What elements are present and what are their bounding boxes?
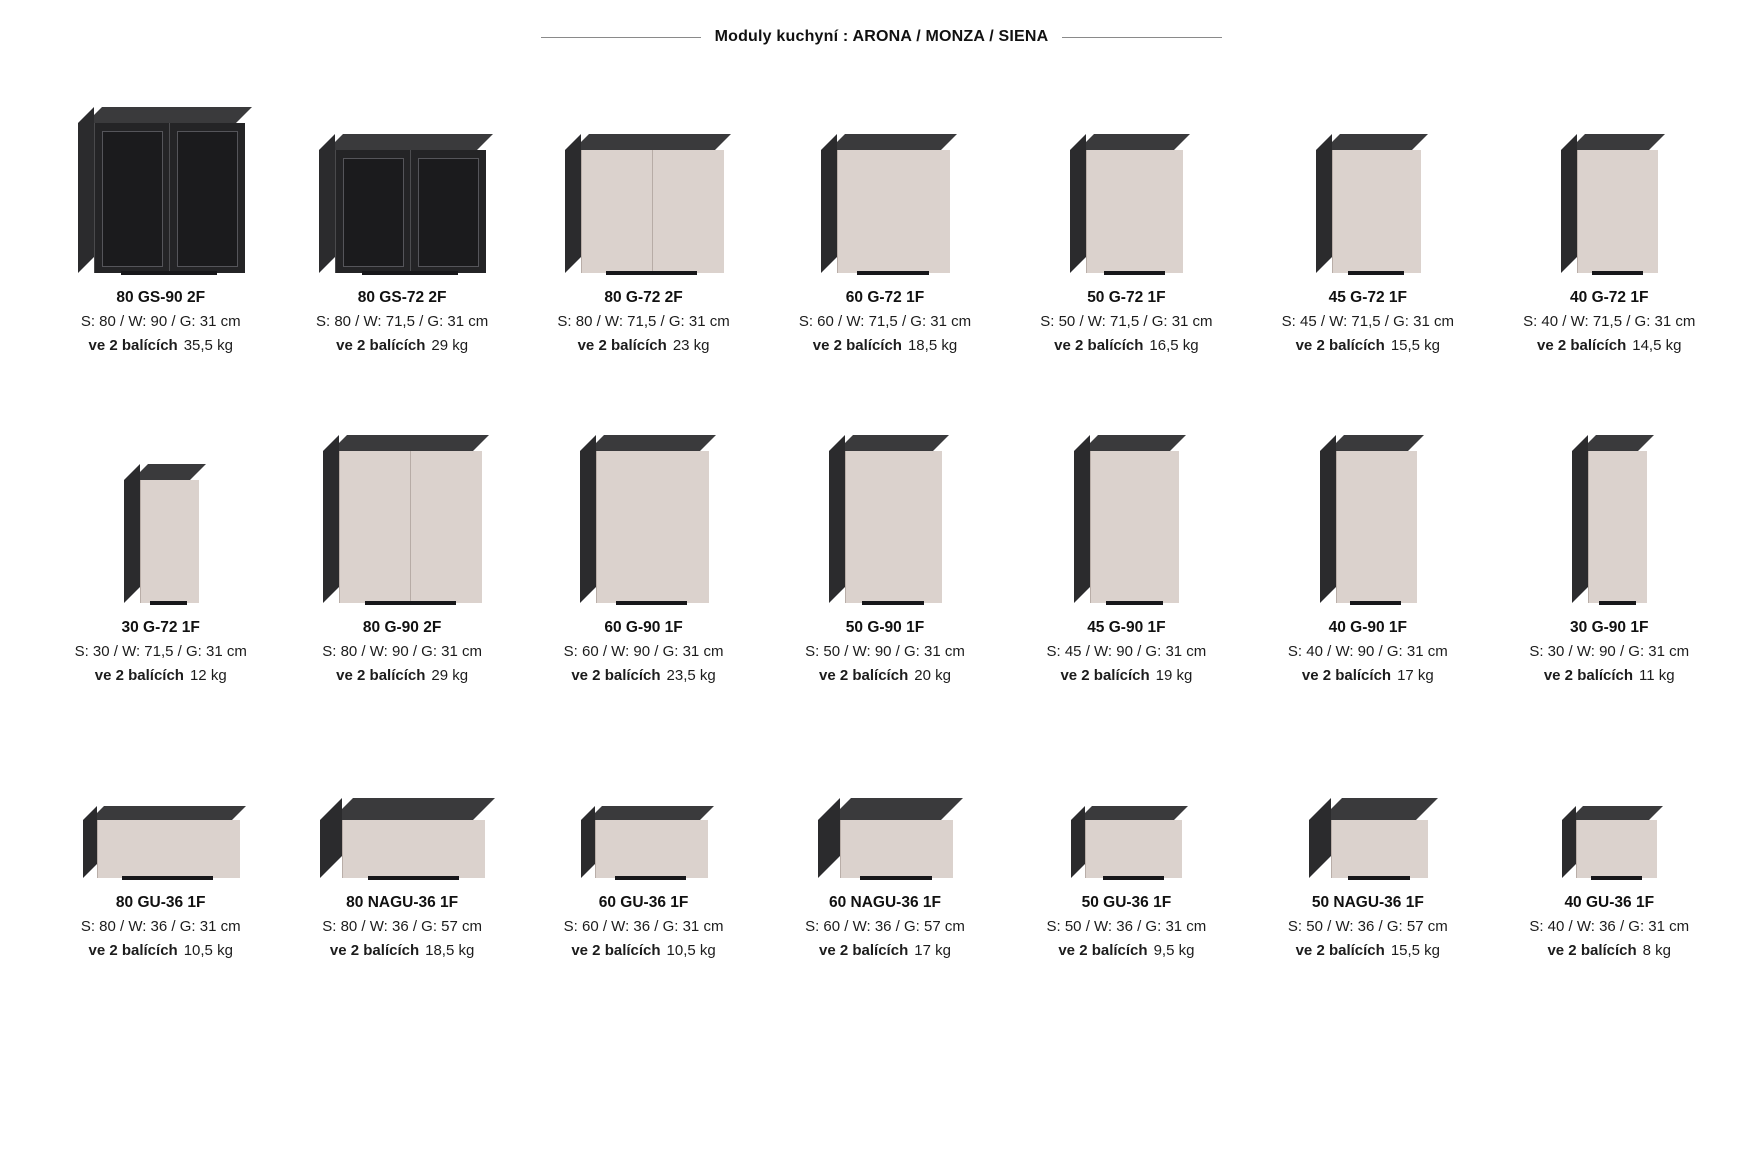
- module-image: [523, 428, 764, 603]
- cabinet-handle: [616, 601, 688, 605]
- cabinet-front: [596, 451, 709, 603]
- cabinet-top-face: [837, 435, 949, 451]
- cabinet-illustration: [1320, 435, 1416, 603]
- module-image: [1006, 758, 1247, 878]
- module-name: 50 GU-36 1F: [1081, 894, 1172, 911]
- module-package-count: ve 2 balících: [1295, 942, 1385, 960]
- cabinet-illustration: [320, 798, 484, 878]
- cabinet-side-panel: [1562, 806, 1576, 878]
- cabinet-illustration: [565, 134, 723, 273]
- cabinet-side-panel: [581, 806, 595, 878]
- module-row: [40, 98, 1730, 428]
- module-cell[interactable]: [40, 428, 281, 758]
- module-dimensions: S: 60 / W: 36 / G: 31 cm: [563, 918, 724, 936]
- cabinet-front: [1090, 451, 1179, 603]
- cabinet-handle: [1599, 601, 1636, 605]
- module-image: [764, 428, 1005, 603]
- cabinet-illustration: [323, 435, 481, 603]
- module-caption: [805, 892, 965, 962]
- cabinet-top-face: [588, 806, 714, 820]
- module-image: [1006, 428, 1247, 603]
- module-package-count: ve 2 balících: [577, 337, 667, 355]
- cabinet-top-face: [132, 464, 206, 480]
- module-cell[interactable]: [764, 758, 1005, 1018]
- module-dimensions: S: 60 / W: 71,5 / G: 31 cm: [798, 313, 972, 331]
- cabinet-front: [1086, 150, 1183, 273]
- module-weight: 20 kg: [914, 667, 951, 685]
- cabinet-handle: [615, 876, 687, 880]
- cabinet-side-panel: [323, 435, 339, 603]
- module-cell[interactable]: [1006, 758, 1247, 1018]
- module-caption: [564, 617, 724, 687]
- cabinet-front: [595, 820, 708, 878]
- module-package-count: ve 2 balících: [94, 667, 184, 685]
- cabinet-side-panel: [1316, 134, 1332, 273]
- module-image: [281, 758, 522, 878]
- module-weight: 10,5 kg: [183, 942, 233, 960]
- module-dimensions: S: 80 / W: 36 / G: 31 cm: [80, 918, 241, 936]
- module-caption: [564, 892, 724, 962]
- module-weight: 17 kg: [1397, 667, 1434, 685]
- cabinet-handle: [1350, 601, 1401, 605]
- module-packaging: [1288, 940, 1448, 962]
- cabinet-side-panel: [821, 134, 837, 273]
- module-caption: [75, 617, 247, 687]
- cabinet-front: [1331, 820, 1428, 878]
- cabinet-top-face: [327, 134, 493, 150]
- module-packaging: [1288, 665, 1448, 687]
- cabinet-door-split: [169, 123, 170, 273]
- module-weight: 19 kg: [1155, 667, 1193, 685]
- header-rule-left: [541, 37, 701, 38]
- module-cell[interactable]: [281, 758, 522, 1018]
- cabinet-door-split: [652, 150, 653, 273]
- module-dimensions: S: 40 / W: 71,5 / G: 31 cm: [1523, 313, 1696, 331]
- cabinet-door-split: [410, 451, 411, 603]
- module-caption: [322, 892, 482, 962]
- module-cell[interactable]: [281, 98, 522, 428]
- module-caption: [1529, 892, 1689, 962]
- cabinet-glass-pane: [418, 158, 479, 267]
- module-package-count: ve 2 balících: [1060, 667, 1150, 685]
- module-caption: [322, 617, 482, 687]
- cabinet-illustration: [829, 435, 941, 603]
- module-dimensions: S: 30 / W: 90 / G: 31 cm: [1529, 643, 1690, 661]
- module-packaging: [81, 335, 241, 357]
- cabinet-handle: [1103, 876, 1164, 880]
- module-name: 60 G-72 1F: [845, 289, 925, 306]
- module-package-count: ve 2 balících: [88, 942, 178, 960]
- cabinet-illustration: [1070, 134, 1182, 273]
- cabinet-side-panel: [1320, 435, 1336, 603]
- module-cell[interactable]: [1489, 758, 1730, 1018]
- cabinet-side-panel: [818, 798, 840, 878]
- module-image: [1247, 758, 1488, 878]
- module-dimensions: S: 50 / W: 90 / G: 31 cm: [805, 643, 965, 661]
- module-package-count: ve 2 balících: [812, 337, 902, 355]
- cabinet-door-split: [410, 150, 411, 273]
- module-dimensions: S: 80 / W: 36 / G: 57 cm: [322, 918, 483, 936]
- module-name: 80 G-72 2F: [604, 289, 683, 306]
- cabinet-illustration: [821, 134, 949, 273]
- module-name: 80 GS-90 2F: [116, 289, 206, 306]
- module-cell[interactable]: [523, 98, 764, 428]
- cabinet-handle: [150, 601, 187, 605]
- module-image: [40, 428, 281, 603]
- module-weight: 29 kg: [431, 337, 469, 355]
- module-dimensions: S: 80 / W: 90 / G: 31 cm: [80, 313, 241, 331]
- module-packaging: [1529, 940, 1689, 962]
- module-name: 80 GS-72 2F: [357, 289, 447, 306]
- module-image: [764, 98, 1005, 273]
- module-image: [1489, 758, 1730, 878]
- cabinet-front: [342, 820, 485, 878]
- module-cell[interactable]: [40, 758, 281, 1018]
- module-name: 50 NAGU-36 1F: [1311, 894, 1424, 911]
- module-cell[interactable]: [764, 428, 1005, 758]
- cabinet-top-face: [829, 798, 963, 820]
- cabinet-top-face: [331, 798, 495, 820]
- module-caption: [1288, 617, 1448, 687]
- cabinet-handle: [1106, 601, 1162, 605]
- module-packaging: [1047, 940, 1207, 962]
- module-weight: 23 kg: [672, 337, 710, 355]
- cabinet-top-face: [86, 107, 252, 123]
- module-name: 50 G-72 1F: [1087, 289, 1166, 306]
- module-packaging: [1040, 335, 1212, 357]
- module-packaging: [1523, 335, 1695, 357]
- module-packaging: [75, 665, 247, 687]
- cabinet-side-panel: [1074, 435, 1090, 603]
- module-package-count: ve 2 balících: [1537, 337, 1627, 355]
- module-cell[interactable]: [1006, 428, 1247, 758]
- cabinet-side-panel: [83, 806, 97, 878]
- cabinet-handle: [1348, 271, 1404, 275]
- module-dimensions: S: 50 / W: 36 / G: 57 cm: [1287, 918, 1448, 936]
- module-name: 60 G-90 1F: [604, 619, 683, 636]
- module-image: [40, 758, 281, 878]
- module-row: [40, 758, 1730, 1018]
- cabinet-side-panel: [1572, 435, 1588, 603]
- cabinet-top-face: [1082, 435, 1186, 451]
- module-weight: 35,5 kg: [183, 337, 233, 355]
- module-caption: [1047, 617, 1207, 687]
- cabinet-top-face: [1569, 134, 1665, 150]
- module-dimensions: S: 80 / W: 71,5 / G: 31 cm: [315, 313, 489, 331]
- cabinet-front: [97, 820, 240, 878]
- cabinet-side-panel: [1561, 134, 1577, 273]
- cabinet-handle: [862, 601, 923, 605]
- module-dimensions: S: 45 / W: 90 / G: 31 cm: [1046, 643, 1207, 661]
- cabinet-side-panel: [1070, 134, 1086, 273]
- module-name: 40 G-90 1F: [1328, 619, 1408, 636]
- module-weight: 17 kg: [914, 942, 951, 960]
- cabinet-illustration: [1561, 134, 1657, 273]
- module-weight: 10,5 kg: [666, 942, 716, 960]
- module-weight: 12 kg: [189, 667, 227, 685]
- cabinet-handle: [857, 271, 929, 275]
- cabinet-top-face: [90, 806, 246, 820]
- module-packaging: [322, 940, 482, 962]
- module-name: 45 G-72 1F: [1328, 289, 1408, 306]
- cabinet-handle: [365, 601, 456, 605]
- cabinet-top-face: [1078, 806, 1188, 820]
- module-weight: 8 kg: [1642, 942, 1672, 960]
- module-package-count: ve 2 balících: [1547, 942, 1637, 960]
- cabinet-illustration: [1309, 798, 1427, 878]
- module-caption: [1288, 892, 1448, 962]
- module-package-count: ve 2 balících: [1054, 337, 1144, 355]
- cabinet-top-face: [588, 435, 716, 451]
- module-weight: 15,5 kg: [1390, 942, 1441, 960]
- module-image: [281, 428, 522, 603]
- module-packaging: [564, 940, 724, 962]
- module-weight: 9,5 kg: [1153, 942, 1195, 960]
- cabinet-handle: [606, 271, 697, 275]
- cabinet-front: [840, 820, 953, 878]
- module-caption: [1523, 287, 1695, 357]
- cabinet-handle: [1591, 876, 1642, 880]
- module-packaging: [316, 335, 488, 357]
- cabinet-top-face: [1320, 798, 1438, 820]
- cabinet-illustration: [78, 107, 244, 273]
- module-caption: [1047, 892, 1207, 962]
- cabinet-top-face: [1324, 134, 1428, 150]
- module-packaging: [1282, 335, 1454, 357]
- module-dimensions: S: 60 / W: 36 / G: 57 cm: [805, 918, 965, 936]
- module-name: 40 G-72 1F: [1570, 289, 1649, 306]
- cabinet-front: [1336, 451, 1417, 603]
- module-name: 30 G-72 1F: [121, 619, 200, 636]
- cabinet-handle: [1104, 271, 1165, 275]
- cabinet-illustration: [1562, 806, 1656, 878]
- module-caption: [1529, 617, 1689, 687]
- cabinet-top-face: [829, 134, 957, 150]
- module-weight: 18,5 kg: [425, 942, 475, 960]
- module-cell[interactable]: [281, 428, 522, 758]
- module-cell[interactable]: [1247, 758, 1488, 1018]
- cabinet-illustration: [818, 798, 952, 878]
- module-name: 50 G-90 1F: [845, 619, 925, 636]
- cabinet-side-panel: [829, 435, 845, 603]
- module-dimensions: S: 40 / W: 36 / G: 31 cm: [1529, 918, 1690, 936]
- module-name: 45 G-90 1F: [1087, 619, 1166, 636]
- cabinet-side-panel: [320, 798, 342, 878]
- cabinet-front: [837, 150, 950, 273]
- module-cell[interactable]: [1247, 98, 1488, 428]
- cabinet-front: [1576, 820, 1657, 878]
- cabinet-top-face: [1078, 134, 1190, 150]
- cabinet-side-panel: [565, 134, 581, 273]
- module-grid: [40, 98, 1730, 1018]
- cabinet-side-panel: [124, 464, 140, 603]
- module-caption: [316, 287, 488, 357]
- module-packaging: [805, 940, 965, 962]
- module-name: 80 NAGU-36 1F: [346, 894, 459, 911]
- module-name: 80 G-90 2F: [362, 619, 442, 636]
- module-dimensions: S: 80 / W: 71,5 / G: 31 cm: [557, 313, 730, 331]
- module-package-count: ve 2 balících: [336, 337, 426, 355]
- module-cell[interactable]: [1489, 98, 1730, 428]
- cabinet-handle: [122, 876, 213, 880]
- cabinet-front: [845, 451, 942, 603]
- module-caption: [81, 892, 241, 962]
- cabinet-illustration: [124, 464, 198, 603]
- module-package-count: ve 2 balících: [571, 942, 661, 960]
- module-image: [764, 758, 1005, 878]
- module-weight: 14,5 kg: [1632, 337, 1682, 355]
- module-dimensions: S: 45 / W: 71,5 / G: 31 cm: [1281, 313, 1454, 331]
- cabinet-glass-pane: [343, 158, 404, 267]
- module-package-count: ve 2 balících: [1543, 667, 1634, 685]
- module-packaging: [805, 665, 965, 687]
- page-header: [0, 28, 1763, 46]
- cabinet-top-face: [1580, 435, 1654, 451]
- cabinet-top-face: [1328, 435, 1424, 451]
- module-package-count: ve 2 balících: [819, 942, 909, 960]
- cabinet-front: [1085, 820, 1182, 878]
- module-package-count: ve 2 balících: [336, 667, 426, 685]
- module-package-count: ve 2 balících: [819, 667, 909, 685]
- module-name: 30 G-90 1F: [1570, 619, 1649, 636]
- module-weight: 11 kg: [1639, 667, 1675, 685]
- cabinet-handle: [1348, 876, 1409, 880]
- module-weight: 29 kg: [431, 667, 469, 685]
- module-row: [40, 428, 1730, 758]
- cabinet-side-panel: [319, 134, 335, 273]
- module-cell[interactable]: [764, 98, 1005, 428]
- module-image: [1489, 428, 1730, 603]
- module-image: [1247, 98, 1488, 273]
- header-rule-right: [1062, 37, 1222, 38]
- module-image: [281, 98, 522, 273]
- module-image: [523, 98, 764, 273]
- module-weight: 16,5 kg: [1149, 337, 1199, 355]
- cabinet-front: [1588, 451, 1647, 603]
- module-packaging: [81, 940, 241, 962]
- module-cell[interactable]: [1247, 428, 1488, 758]
- module-name: 60 GU-36 1F: [598, 894, 689, 911]
- cabinet-illustration: [581, 806, 707, 878]
- module-caption: [1282, 287, 1454, 357]
- module-image: [40, 98, 281, 273]
- module-image: [1489, 98, 1730, 273]
- cabinet-illustration: [319, 134, 485, 273]
- module-image: [1006, 98, 1247, 273]
- module-name: 60 NAGU-36 1F: [828, 894, 941, 911]
- cabinet-top-face: [331, 435, 489, 451]
- cabinet-front: [140, 480, 199, 603]
- module-packaging: [322, 665, 482, 687]
- module-caption: [1040, 287, 1212, 357]
- module-packaging: [1047, 665, 1207, 687]
- module-dimensions: S: 60 / W: 90 / G: 31 cm: [563, 643, 724, 661]
- module-cell[interactable]: [1006, 98, 1247, 428]
- module-image: [1247, 428, 1488, 603]
- cabinet-top-face: [573, 134, 731, 150]
- module-cell[interactable]: [1489, 428, 1730, 758]
- module-weight: 18,5 kg: [907, 337, 958, 355]
- module-dimensions: S: 30 / W: 71,5 / G: 31 cm: [74, 643, 247, 661]
- module-package-count: ve 2 balících: [329, 942, 420, 960]
- cabinet-illustration: [1071, 806, 1181, 878]
- cabinet-glass-pane: [102, 131, 163, 267]
- cabinet-handle: [362, 271, 458, 275]
- module-package-count: ve 2 balících: [88, 337, 178, 355]
- page-title: Moduly kuchyní : ARONA / MONZA / SIENA: [714, 28, 1049, 45]
- module-caption: [81, 287, 241, 357]
- module-caption: [799, 287, 971, 357]
- cabinet-illustration: [1572, 435, 1646, 603]
- module-name: 40 GU-36 1F: [1564, 894, 1655, 911]
- cabinet-front: [1332, 150, 1421, 273]
- module-dimensions: S: 80 / W: 90 / G: 31 cm: [322, 643, 483, 661]
- cabinet-side-panel: [1071, 806, 1085, 878]
- cabinet-illustration: [83, 806, 239, 878]
- cabinet-side-panel: [580, 435, 596, 603]
- module-dimensions: S: 50 / W: 36 / G: 31 cm: [1046, 918, 1207, 936]
- cabinet-glass-pane: [177, 131, 238, 267]
- module-image: [523, 758, 764, 878]
- module-package-count: ve 2 balících: [1301, 667, 1392, 685]
- module-package-count: ve 2 balících: [1295, 337, 1385, 355]
- cabinet-illustration: [1316, 134, 1420, 273]
- module-package-count: ve 2 balících: [571, 667, 661, 685]
- cabinet-top-face: [1569, 806, 1663, 820]
- module-weight: 23,5 kg: [666, 667, 716, 685]
- module-dimensions: S: 40 / W: 90 / G: 31 cm: [1287, 643, 1448, 661]
- cabinet-handle: [860, 876, 932, 880]
- module-packaging: [557, 335, 729, 357]
- cabinet-front: [1577, 150, 1658, 273]
- module-packaging: [799, 335, 971, 357]
- module-weight: 15,5 kg: [1390, 337, 1441, 355]
- cabinet-handle: [1592, 271, 1643, 275]
- module-name: 80 GU-36 1F: [115, 894, 206, 911]
- cabinet-illustration: [580, 435, 708, 603]
- module-package-count: ve 2 balících: [1058, 942, 1148, 960]
- module-caption: [805, 617, 965, 687]
- cabinet-side-panel: [1309, 798, 1331, 878]
- module-caption: [557, 287, 729, 357]
- cabinet-handle: [368, 876, 459, 880]
- module-cell[interactable]: [523, 758, 764, 1018]
- module-packaging: [1529, 665, 1689, 687]
- module-dimensions: S: 50 / W: 71,5 / G: 31 cm: [1040, 313, 1213, 331]
- cabinet-illustration: [1074, 435, 1178, 603]
- module-packaging: [564, 665, 724, 687]
- cabinet-side-panel: [78, 107, 94, 273]
- module-cell[interactable]: [40, 98, 281, 428]
- cabinet-handle: [121, 271, 217, 275]
- module-cell[interactable]: [523, 428, 764, 758]
